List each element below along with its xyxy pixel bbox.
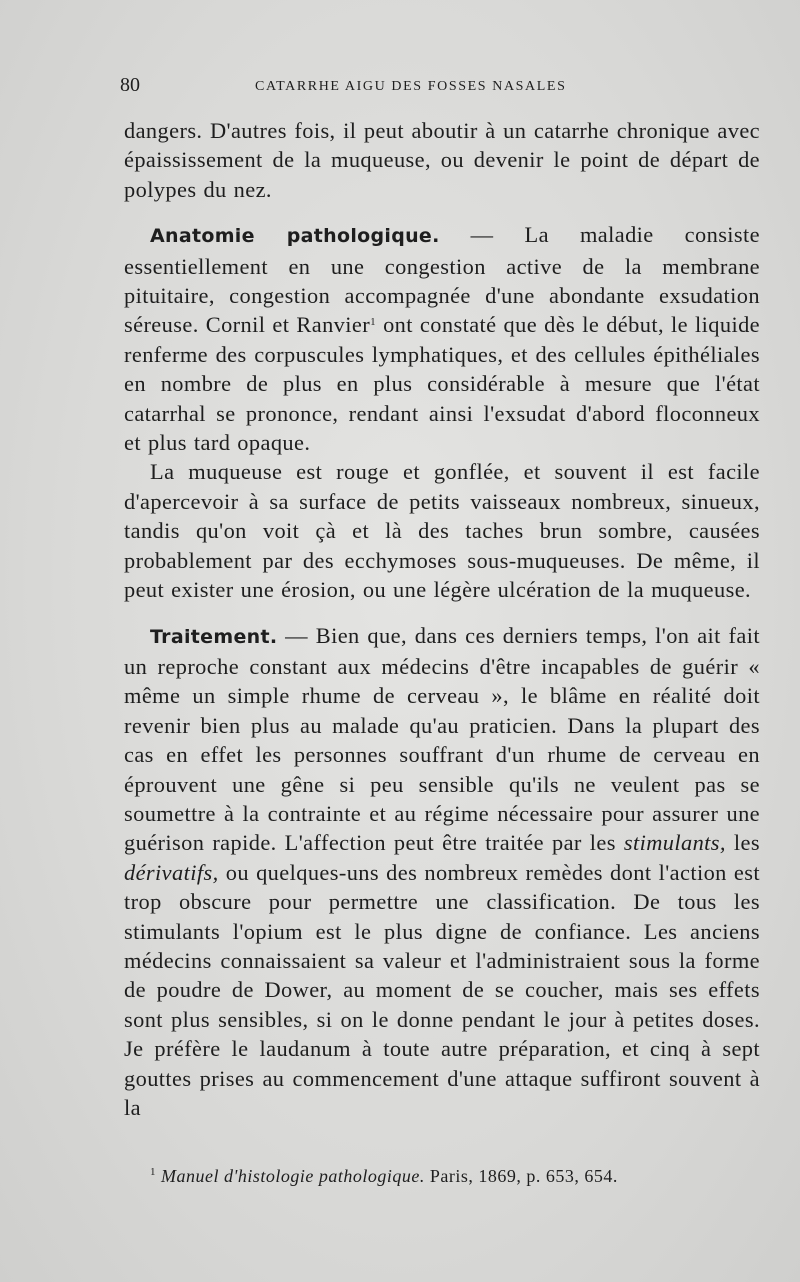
paragraph-text: les: [725, 830, 760, 856]
page-header: [120, 74, 760, 104]
footnote: [150, 1166, 760, 1187]
paragraph-text: — Bien que, dans ces derniers temps, l'on ait fait un reproche constant aux médecins d'être incapables de guérir « même un simple rhume de cerveau », le blâme en réalité doit revenir bien plus au malade qu'au praticien. Dans la plupart des cas en effet les personnes souffrant d'un rhume de cerveau en éprouvent une gêne si peu sensible qu'ils ne veulent pas se soumettre à la contrainte et au régime nécessaire pour assurer une guérison rapide. L'affection peut être traitée par les: [124, 622, 760, 856]
paragraph-text: ou quelques-uns des nombreux remèdes dont l'action est trop obscure pour permettre une classification. De tous les stimulants l'opium est le plus digne de confiance. Les anciens médecins connaissaient sa valeur et l'administraient sous la forme de poudre de Dower, au moment de se coucher, mais ses effets sont plus sensibles, si on le donne pendant le jour à petites doses. Je préfère le laudanum à toute autre préparation, et cinq à sept gouttes prises au commencement d'une attaque suffiront souvent à la: [124, 859, 760, 1120]
running-title: CATARRHE AIGU DES FOSSES NASALES: [255, 79, 567, 94]
paragraph-continuation: dangers. D'autres fois, il peut aboutir à un catarrhe chronique avec épaississement de la muqueuse, ou devenir le point de départ de polypes du nez.: [124, 118, 760, 202]
body-text: [124, 116, 760, 1122]
paragraph-traitement: [124, 621, 760, 1123]
section-heading-anatomie: Anatomie pathologique.: [150, 225, 440, 248]
section-heading-traitement: Traitement.: [150, 625, 278, 648]
paragraph-text: ont constaté que dès le début, le liquide renferme des corpuscules lymphatiques, et des cellules épithéliales en nombre de plus en plus considérable à mesure que l'état catarrhal se prononce, rendant ainsi l'exsudat d'abord floconneux et plus tard opaque.: [124, 312, 760, 456]
italic-term: stimulants,: [623, 830, 726, 856]
footnote-citation: Paris, 1869, p. 653, 654.: [424, 1166, 618, 1186]
paragraph-text: — La maladie consiste essentiellement en une congestion active de la membrane pituitaire, congestion accompagnée d'une abondante exsudation séreuse. Cornil et Ranvier: [124, 222, 761, 338]
italic-term: dérivatifs,: [124, 859, 219, 885]
page-number: 80: [120, 74, 140, 96]
paragraph-anatomie: [124, 220, 760, 457]
footnote-title: Manuel d'histologie pathologique.: [161, 1166, 425, 1186]
footnote-marker: 1: [370, 316, 377, 329]
paragraph-muqueuse: La muqueuse est rouge et gonflée, et souvent il est facile d'apercevoir à sa surface de petits vaisseaux nombreux, sinueux, tandis qu'on voit çà et là des taches brun sombre, causées probablement par des ecchymoses sous-muqueuses. De même, il peut exister une érosion, ou une légère ulcération de la muqueuse.: [124, 459, 760, 603]
footnote-number: 1: [150, 1166, 156, 1178]
